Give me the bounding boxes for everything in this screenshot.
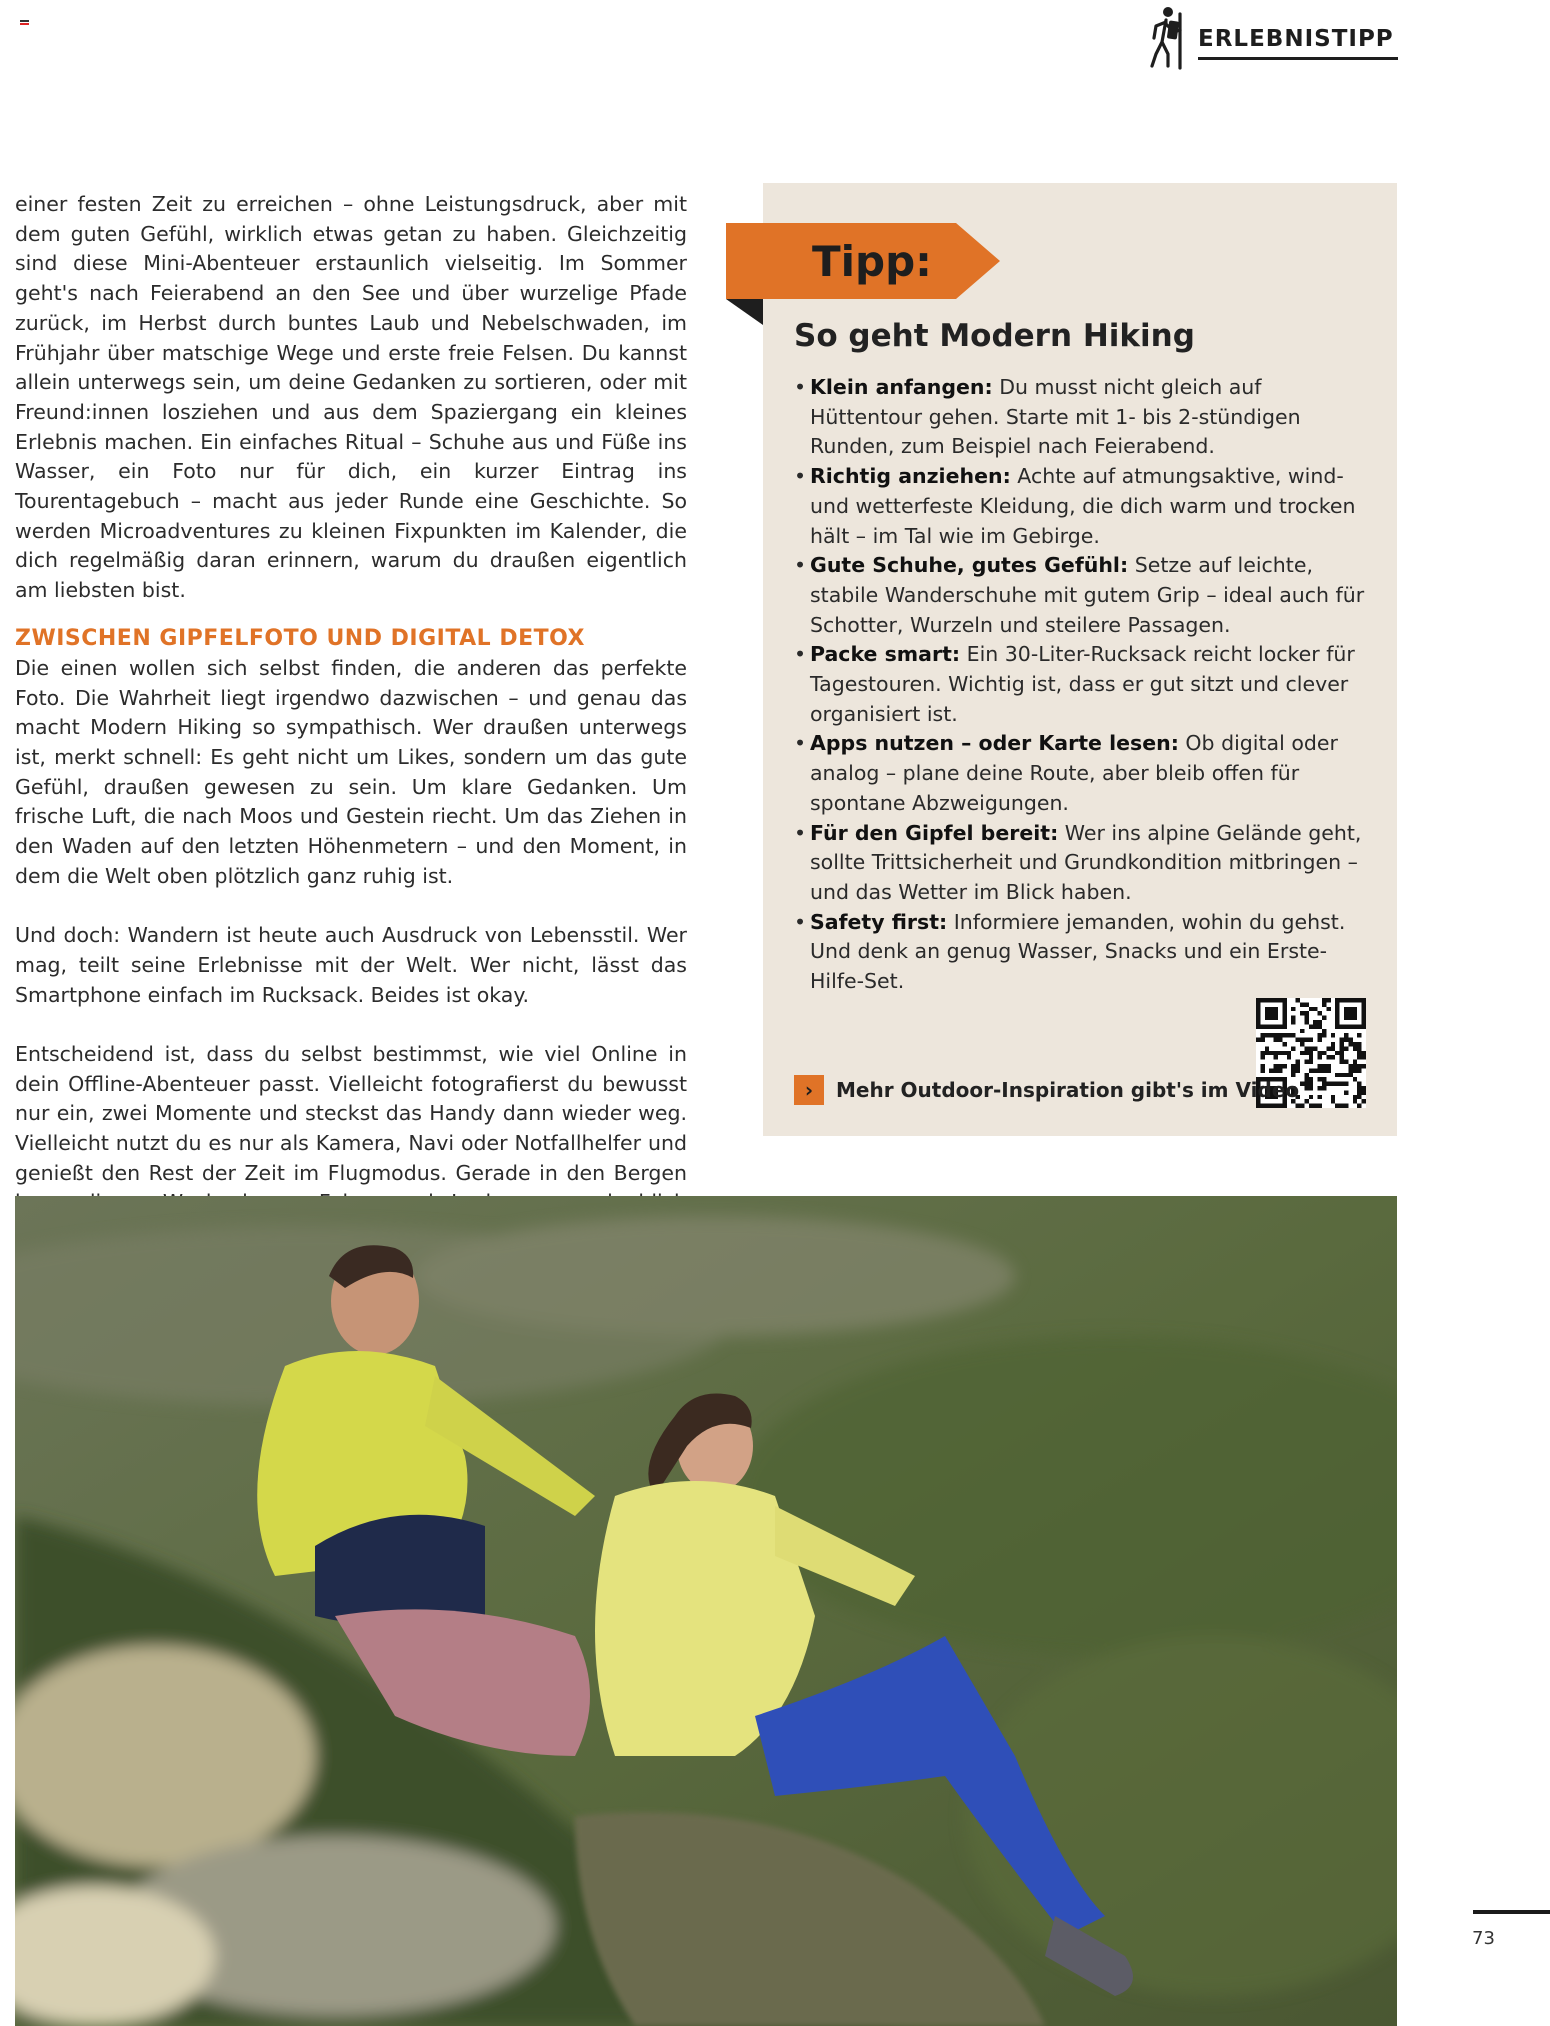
tip-item-title: Klein anfangen: — [810, 375, 993, 399]
tip-item-text: Wer ins alpine Gelände geht, sollte Trittsicherheit und Grundkondition mitbringen – und das Wetter im Blick haben. — [810, 820, 1362, 904]
tip-item-text: Ob digital oder analog – plane deine Route, aber bleib offen für spontane Abzweigungen. — [810, 731, 1338, 815]
hikers-photo — [15, 1196, 1397, 2026]
tip-item-title: Apps nutzen – oder Karte lesen: — [810, 731, 1179, 756]
page-number: 73 — [1472, 1928, 1495, 1949]
tip-item-title: Packe smart: — [810, 642, 961, 667]
tip-item — [794, 729, 1374, 818]
tip-item-text: Setze auf leichte, stabile Wanderschuhe mit gutem Grip – ideal auch für Schotter, Wurzeln und steilere Passagen. — [810, 553, 1365, 637]
tip-item — [794, 373, 1374, 462]
tip-ribbon-label: Tipp: — [812, 237, 932, 286]
tip-item — [794, 908, 1374, 997]
page-number-rule — [1473, 1910, 1550, 1914]
tip-item — [794, 819, 1374, 908]
tip-item-text: Ein 30-Liter-Rucksack reicht locker für Tagestouren. Wichtig ist, dass er gut sitzt und clever organisiert ist. — [810, 642, 1355, 726]
language-flag-icon — [20, 20, 29, 27]
tip-item — [794, 551, 1374, 640]
tip-item-title: Safety first: — [810, 909, 948, 934]
article-paragraph-2: Die einen wollen sich selbst finden, die anderen das perfekte Foto. Die Wahrheit liegt irgendwo dazwischen – und genau das macht Modern Hiking so sympathisch. Wer draußen unterwegs ist, merkt schnell: Es geht nicht um Likes, sondern um das gute Gefühl, draußen gewesen zu sein. Um klare Gedanken. Um frische Luft, die nach Moos und Gestein riecht. Um das Ziehen in den Waden auf den letzten Höhenmetern – und den Moment, in dem die Welt oben plötzlich ganz ruhig ist. — [15, 655, 687, 888]
article-paragraph-4: Entscheidend ist, dass du selbst bestimmst, wie viel Online in dein Offline-Abenteuer passt. Vielleicht fotografierst du bewusst nur ein, zwei Momente und steckst das Handy dann wieder weg. Vielleicht nutzt du es nur als Kamera, Navi oder Notfallhelfer und genießt den Rest der Zeit im Flugmodus. Gerade in den Bergen — [15, 1041, 687, 1185]
article-paragraph-3: Und doch: Wandern ist heute auch Ausdruck von Lebensstil. Wer mag, teilt seine Erlebnisse mit der Welt. Wer nicht, lässt das Smartphone einfach im Rucksack. Beides ist okay. — [15, 923, 687, 1007]
section-label: ERLEBNISTIPP — [1198, 26, 1394, 52]
tip-item-title: Für den Gipfel bereit: — [810, 820, 1059, 845]
video-link-label: Mehr Outdoor-Inspiration gibt's im Video — [836, 1078, 1300, 1102]
tip-title: So geht Modern Hiking — [794, 318, 1195, 354]
chevron-right-icon: › — [794, 1075, 824, 1105]
tip-item-title: Gute Schuhe, gutes Gefühl: — [810, 553, 1129, 578]
tip-list — [794, 373, 1374, 997]
section-header — [1144, 4, 1398, 70]
article-column — [15, 190, 687, 1248]
header-rule — [1198, 57, 1398, 60]
tip-item-text: Achte auf atmungsaktive, wind- und wetterfeste Kleidung, die dich warm und trocken hält – im Tal wie im Gebirge. — [810, 464, 1356, 548]
article-paragraph-1: einer festen Zeit zu erreichen – ohne Leistungsdruck, aber mit dem guten Gefühl, wirklich etwas getan zu haben. Gleichzeitig sind diese Mini-Abenteuer erstaunlich vielseitig. Im Sommer geht's nach Feierabend an den See und über wurzelige Pfade zurück, im Herbst durch buntes Laub und Nebelschwaden, im Frühjahr über matschige Wege und erste freie Felsen. Du kannst allein unterwegs sein, um deine Gedanken zu sortieren, oder mit Freund:innen losziehen und aus dem Spaziergang ein kleines Erlebnis machen. Ein einfaches Ritual – Schuhe aus und Füße ins Wasser, ein Foto nur für dich, ein kurzer Eintrag ins Tourentagebuch – macht aus jeder Runde eine Geschichte. So werden Microadventures zu kleinen Fixpunkten im Kalender, die dich regelmäßig daran erinnern, warum du draußen eigentlich am liebsten bist. — [15, 192, 687, 603]
tip-item — [794, 462, 1374, 551]
tip-item-text: Du musst nicht gleich auf Hüttentour gehen. Starte mit 1- bis 2-stündigen Runden, zum Beispiel nach Feierabend. — [810, 375, 1301, 459]
tip-item-title: Richtig anziehen: — [810, 464, 1011, 489]
tip-item-text: Informiere jemanden, wohin du gehst. Und denk an genug Wasser, Snacks und ein Erste-Hilfe-Set. — [810, 909, 1346, 994]
hiker-icon — [1144, 4, 1188, 70]
tip-item — [794, 640, 1374, 729]
tip-ribbon — [726, 223, 1000, 325]
article-subheading: ZWISCHEN GIPFELFOTO UND DIGITAL DETOX — [15, 625, 586, 651]
video-link[interactable] — [794, 1075, 1299, 1105]
